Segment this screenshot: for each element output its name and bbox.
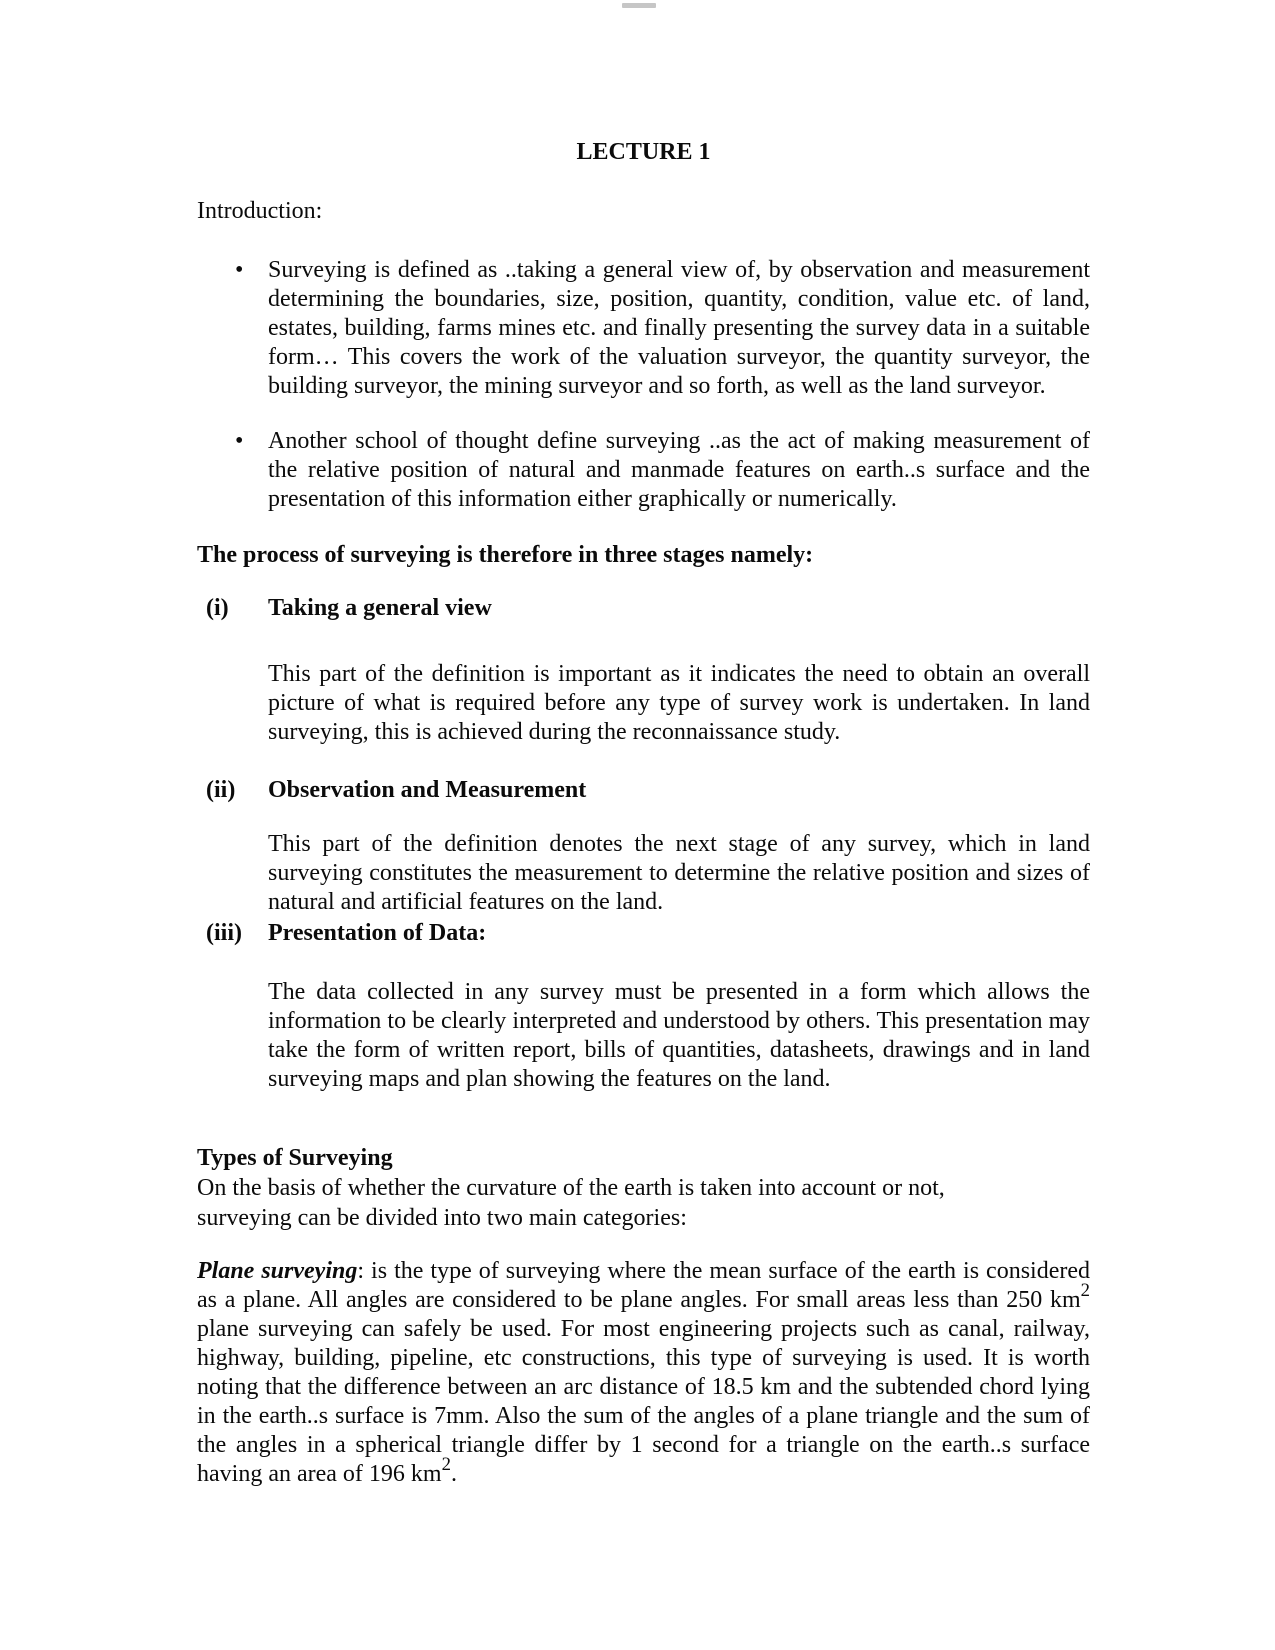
types-line-1: On the basis of whether the curvature of the earth is taken into account or not, (197, 1175, 945, 1201)
bullet-icon: • (235, 428, 244, 454)
stage-2-numeral: (ii) (206, 777, 236, 803)
bullet-2-text: Another school of thought define surveying ..as the act of making measurement of the relative position of natural and manmade features on earth..s surface and the presentation of this information either graphically or numerically. (268, 428, 1090, 512)
stage-1-body: This part of the definition is important as it indicates the need to obtain an overall picture of what is required before any type of survey work is undertaken. In land surveying, this is achieved during the reconnaissance study. (268, 661, 1090, 745)
stage-2-heading-row (197, 776, 1090, 805)
stage-3-heading: Presentation of Data: (268, 920, 487, 946)
bullet-item-1 (197, 256, 1090, 401)
page-header-artifact (622, 3, 656, 8)
introduction-label: Introduction: (197, 198, 323, 224)
stage-3-heading-row (197, 919, 1090, 948)
process-heading: The process of surveying is therefore in three stages namely: (197, 542, 814, 568)
plane-surveying-paragraph: Plane surveying: is the type of surveying where the mean surface of the earth is considered as a plane. All angles are considered to be plane angles. For small areas less than 250 $km^2$ plane surveying can safely be used. For most engineering projects such as canal, railway, highway, building, pipeline, etc constructions, this type of surveying is used. It is worth noting that the difference between an arc distance of 18.5 km and the subtended chord lying in the earth..s surface is 7mm. Also the sum of the angles of a plane triangle and the sum of the angles in a spherical triangle differ by 1 second for a triangle on the earth..s surface having an area of 196 $km^2$. (197, 1258, 1091, 1487)
bullet-icon: • (235, 257, 244, 283)
stage-1-numeral: (i) (206, 595, 229, 621)
types-line-2: surveying can be divided into two main categories: (197, 1205, 687, 1231)
types-heading: Types of Surveying (197, 1145, 393, 1171)
stage-1-heading-row (197, 594, 1090, 623)
stage-2-body: This part of the definition denotes the next stage of any survey, which in land surveying constitutes the measurement to determine the relative position and sizes of natural and artificial features on the land. (268, 831, 1090, 915)
page-title: LECTURE 1 (576, 139, 711, 165)
bullet-item-2 (197, 427, 1090, 514)
page-content (197, 0, 1090, 1489)
stage-3-body: The data collected in any survey must be presented in a form which allows the information to be clearly interpreted and understood by others. This presentation may take the form of written report, bills of quantities, datasheets, drawings and in land surveying maps and plan showing the features on the land. (268, 979, 1090, 1092)
stage-3-numeral: (iii) (206, 920, 242, 946)
bullet-1-text: Surveying is defined as ..taking a general view of, by observation and measurement determining the boundaries, size, position, quantity, condition, value etc. of land, estates, building, farms mines etc. and finally presenting the survey data in a suitable form… This covers the work of the valuation surveyor, the quantity surveyor, the building surveyor, the mining surveyor and so forth, as well as the land surveyor. (268, 257, 1090, 399)
stage-2-heading: Observation and Measurement (268, 777, 587, 803)
types-section (197, 1143, 1090, 1233)
stage-1-heading: Taking a general view (268, 595, 492, 621)
